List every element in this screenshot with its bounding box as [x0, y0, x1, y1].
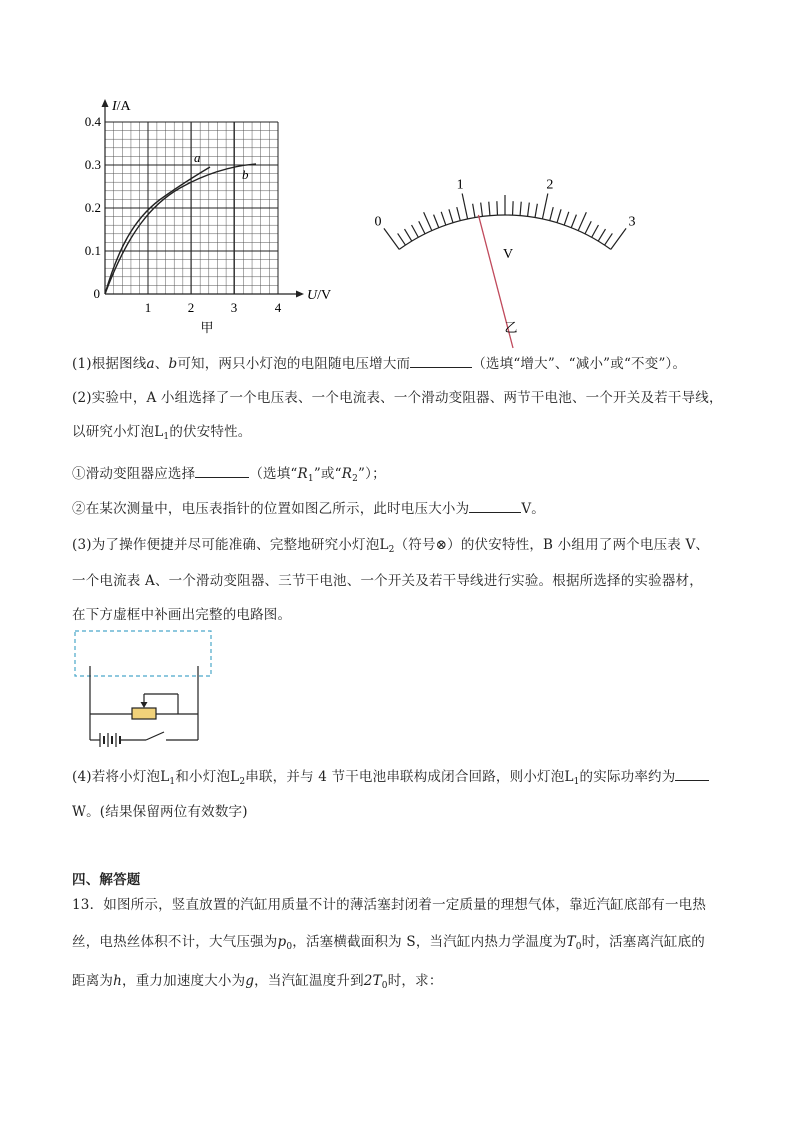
y-axis-arrow-icon: [102, 99, 109, 107]
q1-var-a: a: [146, 356, 155, 372]
q1-text-after: 可知，两只小灯泡的电阻随电压增大而: [177, 356, 411, 372]
q4-lamp3: L: [564, 769, 574, 785]
meter-label-2: 2: [546, 177, 554, 193]
q13-p0: p: [277, 934, 287, 950]
q2-r2-sub: 2: [352, 474, 359, 484]
q1-line: [72, 352, 686, 372]
switch-icon: [146, 732, 164, 740]
meter-unit-label: V: [502, 247, 514, 262]
q13-line2-c: 时，活塞离汽缸底的: [581, 934, 705, 950]
q13-line-2: [72, 930, 705, 952]
meter-arc: [399, 215, 611, 249]
q13-line3-d: 时，求：: [387, 973, 443, 989]
q2-r1-sub: 1: [307, 474, 314, 484]
q4-lamp2: L: [230, 769, 240, 785]
y-tick-0.3: 0.3: [84, 157, 101, 172]
meter-scale-ticks: [384, 194, 626, 250]
rheostat-slider-arrow-icon: [141, 702, 148, 708]
q13-t0: T: [566, 934, 576, 950]
x-tick-4: 4: [274, 300, 282, 315]
q2-sub1-options-before: （选填“: [249, 466, 298, 482]
rheostat-icon: [132, 708, 156, 719]
q2-r1: R: [297, 466, 308, 482]
q1-var-b: b: [168, 356, 178, 372]
q3-lamp: L: [379, 537, 389, 553]
q4-answer-blank[interactable]: [675, 766, 709, 781]
origin-label: 0: [93, 286, 100, 301]
q13-h: h: [113, 973, 123, 989]
q2-line1-text: (2)实验中，A 小组选择了一个电压表、一个电流表、一个滑动变阻器、两节干电池、一个开关及若干导线，: [72, 390, 723, 406]
q2-sub2-line: [72, 497, 545, 517]
q2-sub1-end: ”）；: [358, 466, 386, 482]
q3-lamp-sub: 2: [388, 545, 395, 555]
q2-sub2-answer-blank[interactable]: [469, 498, 521, 513]
q2-lamp: L: [154, 424, 164, 440]
q4-lamp2-sub: 2: [239, 777, 246, 787]
curve-a-label: a: [194, 150, 201, 165]
q1-text-before: (1)根据图线: [72, 356, 147, 372]
curve-b: [105, 164, 256, 294]
q1-answer-blank[interactable]: [410, 353, 472, 368]
q3-line1-before: (3)为了操作便捷并尽可能准确、完整地研究小灯泡: [72, 537, 380, 553]
meter-label-0: 0: [374, 214, 382, 230]
voltmeter-yi: [374, 170, 636, 340]
meter-label-3: 3: [628, 214, 636, 230]
q4-lamp3-sub: 1: [573, 777, 580, 787]
q3-line-2: [72, 569, 703, 589]
x-tick-3: 3: [230, 300, 238, 315]
q13-line1-text: 13．如图所示，竖直放置的汽缸用质量不计的薄活塞封闭着一定质量的理想气体，靠近汽缸底部有一电热: [72, 897, 707, 913]
q4-line-2: [72, 800, 248, 820]
q2-r2: R: [341, 466, 353, 482]
y-axis-label: I/A: [112, 99, 131, 114]
q4-line1-mid2: 串联，并与 4 节干电池串联构成闭合回路，则小灯泡: [245, 769, 565, 785]
q4-line1-before: (4)若将小灯泡: [72, 769, 161, 785]
q1-options: （选填“增大”、“减小”或“不变”）。: [472, 356, 687, 372]
q2-line-2: [72, 420, 252, 442]
q2-line2-before: 以研究小灯泡: [72, 424, 155, 440]
q13-p0-sub: 0: [286, 942, 293, 952]
q13-2t0-sub: 0: [381, 981, 388, 991]
section-heading: [72, 868, 141, 888]
circuit-diagram: [70, 626, 220, 754]
meter-label-1: 1: [456, 177, 464, 193]
q4-lamp1-sub: 1: [169, 777, 176, 787]
q4-line2-text: W。(结果保留两位有效数字): [72, 804, 248, 820]
answer-dashed-box[interactable]: [75, 631, 211, 676]
q13-line-3: [72, 969, 443, 991]
q2-lamp-sub: 1: [163, 432, 170, 442]
q4-lamp1: L: [160, 769, 170, 785]
q13-line-1: [72, 893, 706, 913]
q4-line1-after: 的实际功率约为: [579, 769, 676, 785]
q4-line-1: [72, 765, 709, 787]
q13-t0-sub: 0: [575, 942, 582, 952]
q2-sub2-before: ②在某次测量中，电压表指针的位置如图乙所示，此时电压大小为: [72, 501, 470, 517]
battery-icon: [100, 733, 120, 747]
y-tick-0.2: 0.2: [84, 200, 101, 215]
q2-sub1-line: [72, 462, 386, 484]
q4-line1-mid: 和小灯泡: [175, 769, 231, 785]
q2-sub1-before: ①滑动变阻器应选择: [72, 466, 196, 482]
q13-line2-b: ，活塞横截面积为 S，当汽缸内热力学温度为: [292, 934, 567, 950]
q2-line-1: [72, 386, 723, 406]
x-tick-2: 2: [187, 300, 195, 315]
x-axis-arrow-icon: [296, 291, 304, 298]
graph-jia: [70, 92, 340, 342]
q13-g: g: [245, 973, 255, 989]
q2-line2-after: 的伏安特性。: [169, 424, 252, 440]
curve-a: [105, 167, 210, 294]
figure-jia-caption: 甲: [200, 320, 214, 335]
curve-b-label: b: [242, 167, 249, 182]
x-tick-1: 1: [144, 300, 152, 315]
q13-line3-a: 距离为: [72, 973, 114, 989]
figure-yi-caption: 乙: [504, 320, 518, 335]
q2-sub1-answer-blank[interactable]: [195, 463, 249, 478]
q3-line1-after: （符号⊗）的伏安特性，B 小组用了两个电压表 V、: [394, 537, 710, 553]
x-axis-label: U/V: [307, 288, 332, 303]
q3-line-3: [72, 603, 291, 623]
y-tick-0.4: 0.4: [84, 114, 101, 129]
q13-line2-a: 丝，电热丝体积不计，大气压强为: [72, 934, 278, 950]
q3-line2-text: 一个电流表 A、一个滑动变阻器、三节干电池、一个开关及若干导线进行实验。根据所选择的实验器材，: [72, 573, 703, 589]
q1-sep: 、: [154, 356, 169, 372]
q13-line3-b: ，重力加速度大小为: [122, 973, 246, 989]
q13-2t0: 2T: [363, 973, 382, 989]
q2-sub1-or: ”或“: [313, 466, 342, 482]
section-heading-text: 四、解答题: [72, 872, 141, 888]
y-tick-0.1: 0.1: [84, 243, 101, 258]
q2-sub2-unit: V。: [521, 501, 545, 517]
q13-line3-c: ，当汽缸温度升到: [254, 973, 364, 989]
q3-line3-text: 在下方虚框中补画出完整的电路图。: [72, 607, 292, 623]
q3-line-1: [72, 533, 709, 555]
